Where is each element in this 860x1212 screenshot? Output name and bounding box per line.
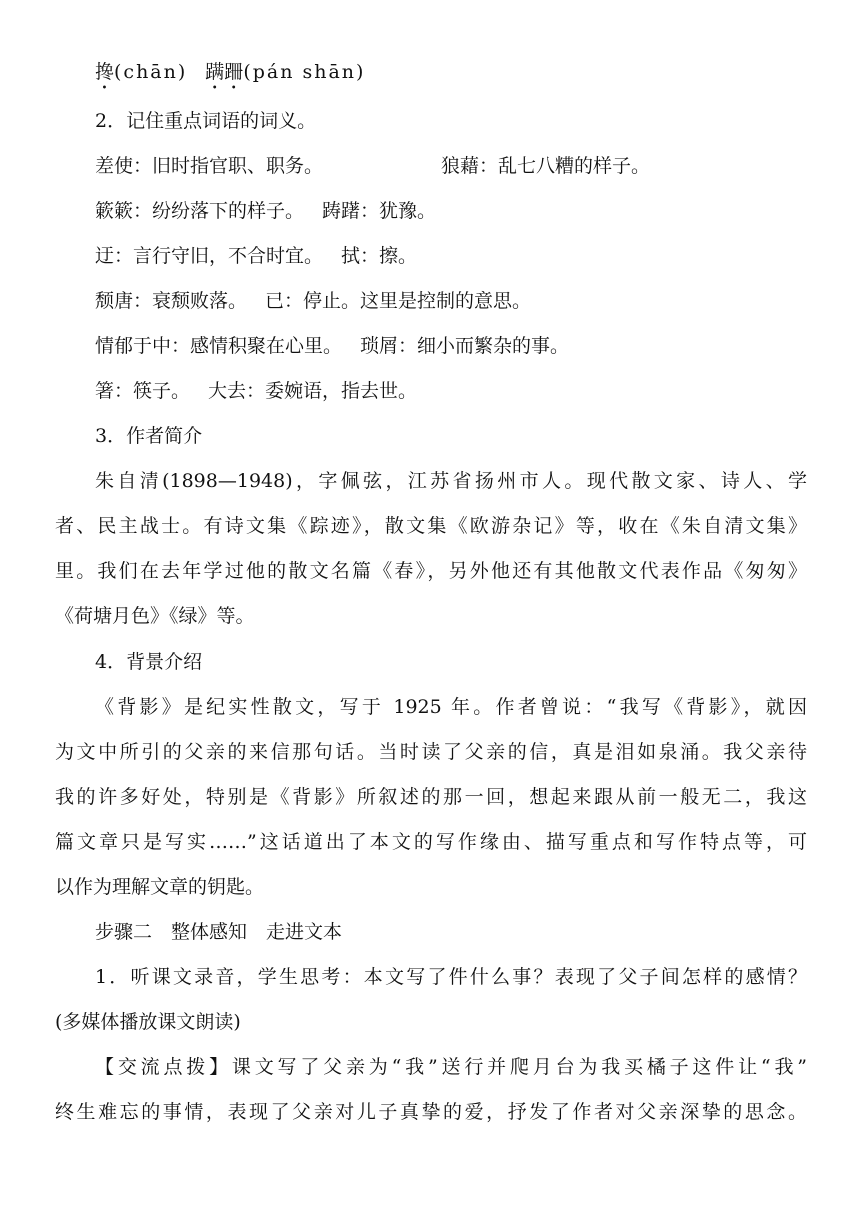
author-line-2: 者、民主战士。有诗文集《踪迹》，散文集《欧游杂记》等，收在《朱自清文集》 bbox=[55, 515, 807, 537]
vocab-row-3 bbox=[95, 242, 417, 270]
author-heading: 3．作者简介 bbox=[95, 425, 203, 447]
pinyin-chan: (chān) bbox=[114, 61, 188, 83]
question-1: 1．听课文录音，学生思考：本文写了件什么事？表现了父子间怎样的感情？ bbox=[95, 966, 807, 988]
vocab-shi: 拭：擦。 bbox=[341, 245, 418, 267]
pronunciation-line bbox=[95, 58, 365, 94]
vocab-daqu: 大去：委婉语，指去世。 bbox=[208, 380, 418, 402]
answer-line-2: 终生难忘的事情，表现了父亲对儿子真挚的爱，抒发了作者对父亲深挚的思念。 bbox=[55, 1101, 807, 1123]
answer-line-1 bbox=[95, 1053, 807, 1081]
background-line-2: 为文中所引的父亲的来信那句话。当时读了父亲的信，真是泪如泉涌。我父亲待 bbox=[55, 741, 807, 763]
vocab-tuitang: 颓唐：衰颓败落。 bbox=[95, 290, 248, 312]
vocab-susu: 簌簌：纷纷落下的样子。 bbox=[95, 200, 305, 222]
background-line-5: 以作为理解文章的钥匙。 bbox=[55, 876, 265, 898]
vocab-suoxie: 琐屑：细小而繁杂的事。 bbox=[360, 335, 570, 357]
vocab-chouchu: 踌躇：犹豫。 bbox=[322, 200, 437, 222]
vocab-yu: 迂：言行守旧，不合时宜。 bbox=[95, 245, 324, 267]
vocab-row-4 bbox=[95, 287, 531, 315]
step2-heading: 步骤二 整体感知 走进文本 bbox=[95, 921, 343, 943]
vocab-row-1 bbox=[95, 152, 650, 180]
question-1-note: (多媒体播放课文朗读) bbox=[55, 1011, 241, 1033]
vocab-row-2 bbox=[95, 197, 436, 225]
exchange-tag: 【交流点拨】 bbox=[95, 1056, 232, 1078]
vocab-row-6 bbox=[95, 377, 417, 405]
vocab-qingyuyuzhong: 情郁于中：感情积聚在心里。 bbox=[95, 335, 343, 357]
vocab-langji: 狼藉：乱七八糟的样子。 bbox=[441, 155, 651, 177]
author-line-3: 里。我们在去年学过他的散文名篇《春》，另外他还有其他散文代表作品《匆匆》 bbox=[55, 560, 807, 582]
background-line-3: 我的许多好处，特别是《背影》所叙述的那一回，想起来跟从前一般无二，我这 bbox=[55, 786, 807, 808]
vocab-chaishi: 差使：旧时指官职、职务。 bbox=[95, 155, 324, 177]
pinyin-panshan: (pán shān) bbox=[243, 61, 366, 83]
background-line-4: 篇文章只是写实……”这话道出了本文的写作缘由、描写重点和写作特点等，可 bbox=[55, 831, 807, 853]
word-chan: 搀 bbox=[95, 61, 115, 83]
vocab-heading: 2．记住重点词语的词义。 bbox=[95, 110, 317, 132]
vocab-row-5 bbox=[95, 332, 569, 360]
background-line-1: 《背影》是纪实性散文，写于 1925 年。作者曾说：“我写《背影》，就因 bbox=[95, 696, 807, 718]
vocab-zhu: 箸：筷子。 bbox=[95, 380, 191, 402]
vocab-yi: 已：停止。这里是控制的意思。 bbox=[265, 290, 532, 312]
word-panshan: 蹒跚 bbox=[205, 61, 244, 83]
answer-text-1: 课文写了父亲为“我”送行并爬月台为我买橘子这件让“我” bbox=[231, 1056, 807, 1078]
author-line-1: 朱自清(1898—1948)，字佩弦，江苏省扬州市人。现代散文家、诗人、学 bbox=[95, 470, 807, 492]
background-heading: 4．背景介绍 bbox=[95, 651, 203, 673]
author-line-4: 《荷塘月色》《绿》等。 bbox=[55, 605, 255, 627]
